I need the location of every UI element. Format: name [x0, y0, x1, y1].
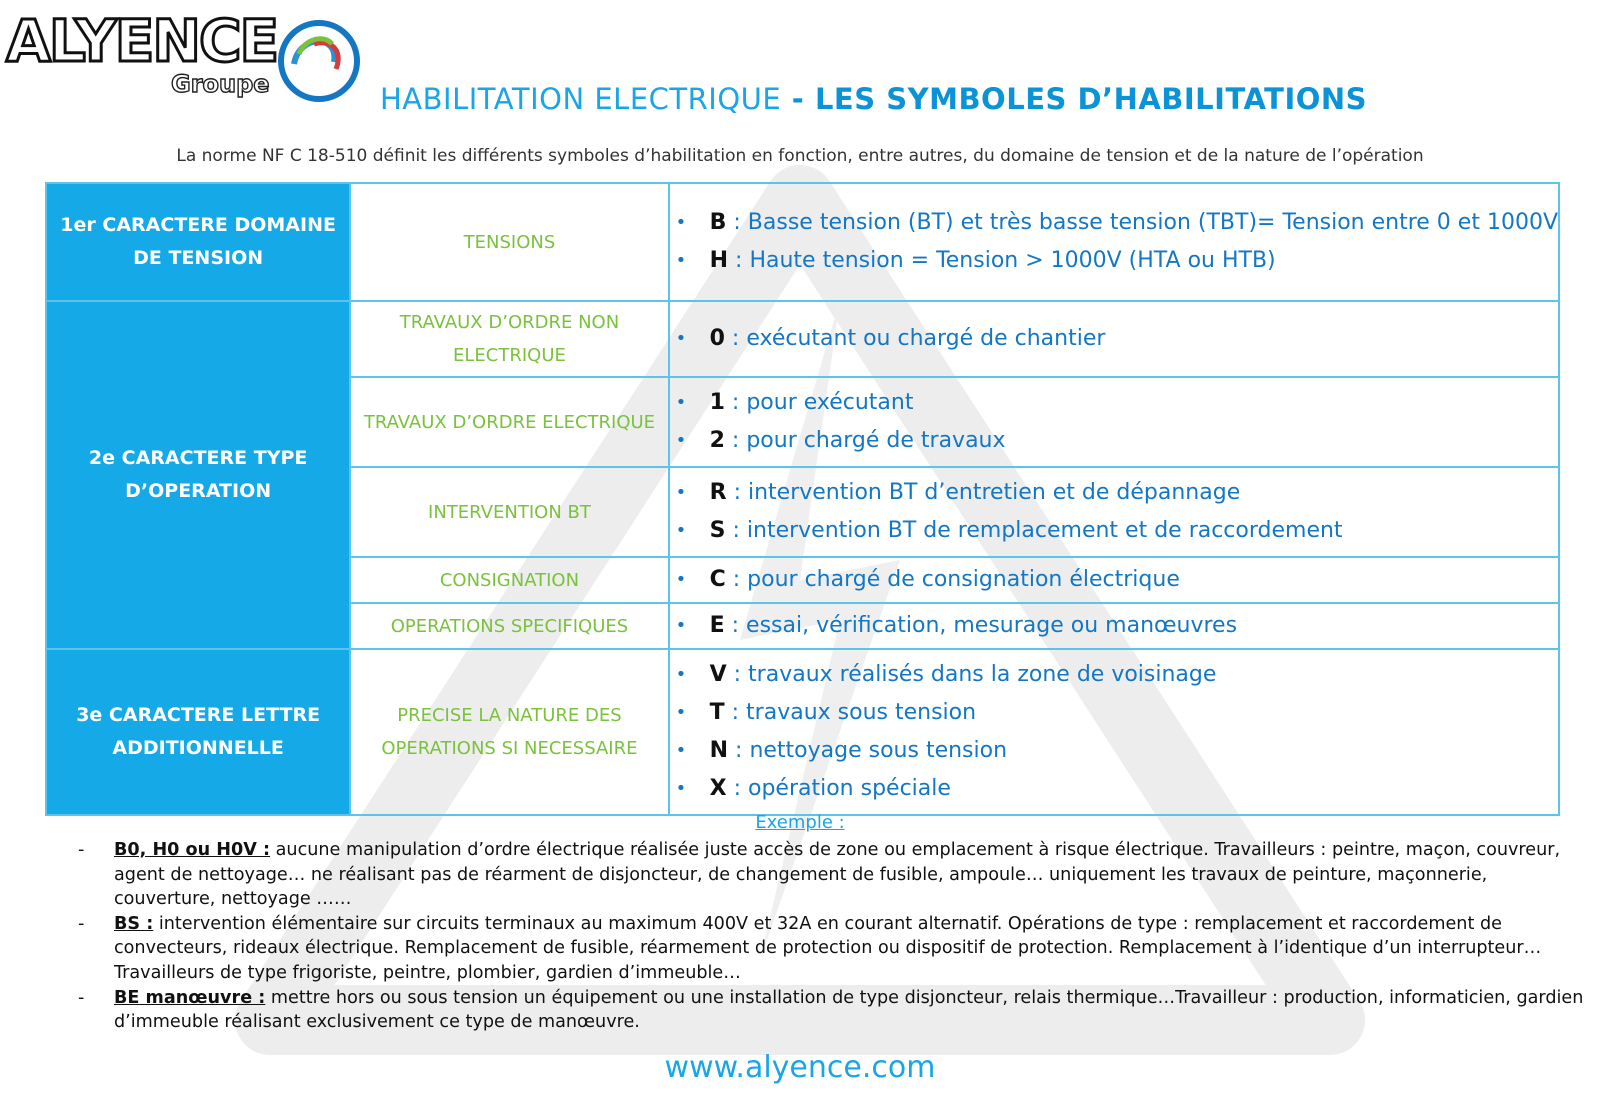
title-part2: LES SYMBOLES D’HABILITATIONS	[814, 82, 1368, 116]
symbol-list	[670, 198, 1558, 286]
list-item	[78, 986, 1588, 1035]
symbol-list	[670, 314, 1558, 364]
subcategory-cell: OPERATIONS SPECIFIQUES	[350, 603, 668, 649]
table-row	[46, 183, 1559, 301]
symbol-list	[670, 559, 1558, 601]
list-item	[78, 912, 1588, 986]
symbol-list	[670, 605, 1558, 647]
symbol-key: S	[709, 518, 726, 543]
symbol-text: : opération spéciale	[726, 776, 951, 801]
logo-swirl-icon	[274, 14, 364, 104]
list-item	[78, 838, 1588, 912]
description-cell	[669, 301, 1559, 377]
note-text: mettre hors ou sous tension un équipement ou une installation de type disjoncteur, relais thermique…Travailleur : production, informaticien, gardien d’immeuble réalisant exclusivement ce type de manœuvre.	[114, 987, 1584, 1033]
page-subtitle: La norme NF C 18-510 définit les différents symboles d’habilitation en fonction, entre autres, du domaine de tension et de la nature de l’opération	[176, 146, 1424, 166]
list-item	[710, 242, 1558, 280]
list-item	[710, 694, 1558, 732]
list-item	[710, 474, 1558, 512]
description-cell	[669, 467, 1559, 557]
table-row	[46, 649, 1559, 815]
note-label: BS :	[114, 913, 154, 934]
symbol-text: : intervention BT de remplacement et de raccordement	[725, 518, 1343, 543]
example-heading: Exemple :	[755, 812, 845, 833]
list-item	[710, 422, 1558, 460]
symbol-text: : exécutant ou chargé de chantier	[724, 326, 1106, 351]
list-item	[710, 384, 1558, 422]
note-label: B0, H0 ou H0V :	[114, 840, 271, 860]
category-cell: 1er CARACTERE DOMAINE DE TENSION	[46, 183, 350, 301]
symbol-text: : pour chargé de consignation électrique	[725, 567, 1180, 592]
page-title	[380, 82, 1367, 116]
symbol-key: N	[709, 738, 729, 763]
symbol-key: V	[709, 662, 727, 687]
description-cell	[669, 183, 1559, 301]
symbol-key: R	[709, 480, 727, 505]
description-cell	[669, 603, 1559, 649]
example-notes	[78, 838, 1588, 1035]
category-cell: 3e CARACTERE LETTRE ADDITIONNELLE	[46, 649, 350, 815]
list-item	[710, 204, 1558, 242]
symbol-key: T	[709, 700, 725, 725]
note-label: BE manœuvre :	[114, 987, 266, 1008]
symbol-key: B	[709, 210, 727, 235]
symbol-text: : nettoyage sous tension	[728, 738, 1008, 763]
symbol-key: X	[709, 776, 727, 801]
subcategory-cell: TENSIONS	[350, 183, 668, 301]
list-item	[710, 732, 1558, 770]
list-item	[710, 607, 1558, 645]
symbol-text: : Basse tension (BT) et très basse tension (TBT)= Tension entre 0 et 1000V	[726, 210, 1558, 235]
logo-subtitle: Groupe	[171, 70, 270, 98]
footer-website-link[interactable]: www.alyence.com	[664, 1050, 936, 1085]
symbol-key: E	[709, 613, 725, 638]
symbol-text: : travaux réalisés dans la zone de voisinage	[726, 662, 1217, 687]
symbol-key: H	[709, 248, 729, 273]
note-text: aucune manipulation d’ordre électrique réalisée juste accès de zone ou emplacement à risque électrique. Travailleurs : peintre, maçon, couvreur, agent de nettoyage… ne réalisant pas de réarment de disjoncteur, de changement de fusible, ampoule… uniquement les travaux de peinture, maçonnerie, couverture, nettoyage ……	[114, 840, 1561, 910]
list-item	[710, 656, 1558, 694]
symbol-text: : travaux sous tension	[724, 700, 977, 725]
symbol-text: : essai, vérification, mesurage ou manœuvres	[724, 613, 1238, 638]
symbol-list	[670, 378, 1558, 466]
category-cell: 2e CARACTERE TYPE D’OPERATION	[46, 301, 350, 649]
logo-wordmark: ALYENCE	[6, 7, 278, 75]
list-item	[710, 561, 1558, 599]
table-row	[46, 301, 1559, 377]
symbols-table	[45, 182, 1560, 816]
subcategory-cell: INTERVENTION BT	[350, 467, 668, 557]
symbol-list	[670, 468, 1558, 556]
symbol-list	[670, 650, 1558, 814]
list-item	[710, 770, 1558, 808]
symbol-key: 2	[709, 428, 725, 453]
subcategory-cell: CONSIGNATION	[350, 557, 668, 603]
subcategory-cell: TRAVAUX D’ORDRE ELECTRIQUE	[350, 377, 668, 467]
alyence-logo[interactable]	[6, 6, 366, 106]
symbol-text: : pour exécutant	[724, 390, 914, 415]
description-cell	[669, 377, 1559, 467]
symbol-key: 1	[709, 390, 725, 415]
list-item	[710, 512, 1558, 550]
description-cell	[669, 649, 1559, 815]
symbol-key: C	[709, 567, 726, 592]
subcategory-cell: PRECISE LA NATURE DES OPERATIONS SI NECESSAIRE	[350, 649, 668, 815]
subcategory-cell: TRAVAUX D’ORDRE NON ELECTRIQUE	[350, 301, 668, 377]
title-part1: HABILITATION ELECTRIQUE	[380, 82, 782, 116]
title-separator: -	[781, 82, 815, 116]
symbol-text: : pour chargé de travaux	[724, 428, 1006, 453]
symbol-text: : intervention BT d’entretien et de dépannage	[726, 480, 1241, 505]
symbol-text: : Haute tension = Tension > 1000V (HTA ou HTB)	[728, 248, 1276, 273]
description-cell	[669, 557, 1559, 603]
note-text: intervention élémentaire sur circuits terminaux au maximum 400V et 32A en courant alternatif. Opérations de type : remplacement et raccordement de convecteurs, rideaux électrique. Remplacement de fusible, réarmement de protection ou dispositif de protection. Remplacement à l’identique d’un interrupteur… Travailleurs de type frigoriste, peintre, plombier, gardien d’immeuble…	[114, 913, 1542, 983]
symbol-key: 0	[709, 326, 725, 351]
list-item	[710, 320, 1558, 358]
